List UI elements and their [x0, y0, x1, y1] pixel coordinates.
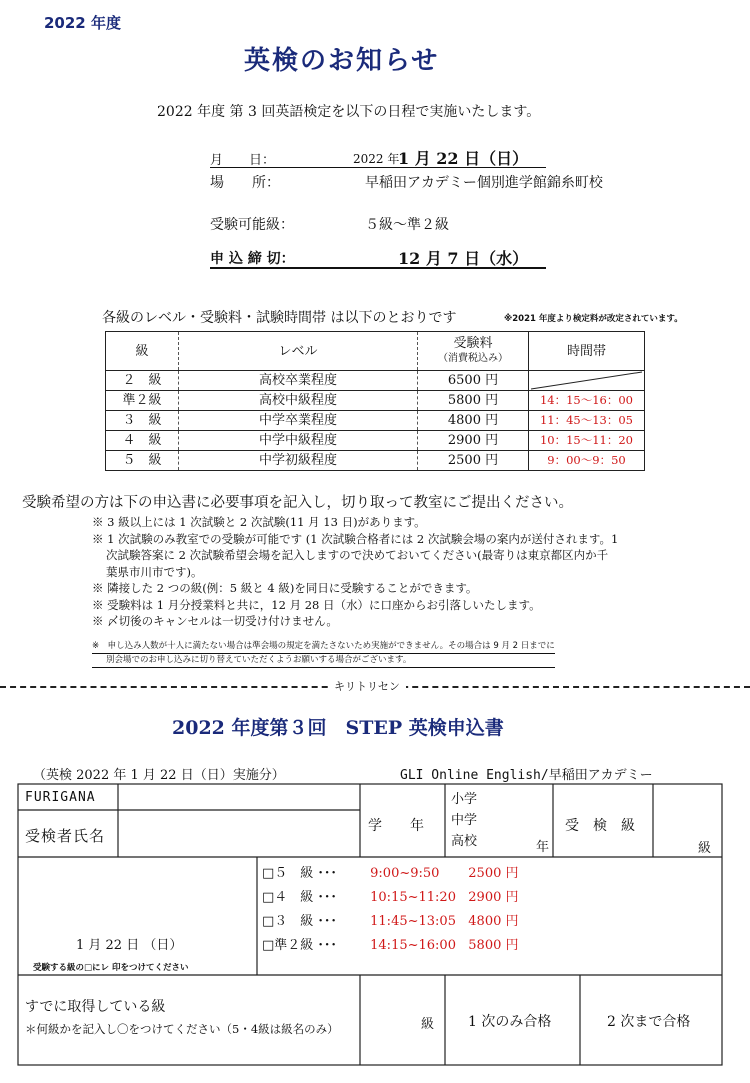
first-only-option[interactable]: 1 次のみ合格 — [468, 1014, 552, 1030]
intro-text: 2022 年度 第 3 回英語検定を以下の日程で実施いたします。 — [157, 104, 541, 120]
cut-line-label: キリトリセン — [328, 678, 406, 694]
page-title: 英検のお知らせ — [244, 46, 440, 76]
header-fee-sub: （消費税込み） — [438, 353, 508, 364]
grade-option-fee: 5800 円 — [468, 938, 519, 953]
row-grade: ５ 級 — [106, 451, 179, 471]
name-label: 受検者氏名 — [25, 827, 106, 845]
grade-option-fee: 2900 円 — [468, 890, 519, 905]
date-label: 月 日： — [210, 153, 276, 168]
acquired-suffix: 級 — [421, 1017, 435, 1032]
note-item: ※ 隣接した 2 つの級(例：5 級と 4 級)を同日に受験することができます。 — [92, 581, 478, 595]
year-label: 2022 年度 — [44, 14, 121, 32]
date-prefix: 2022 年 — [353, 152, 400, 166]
note-item: 葉県市川市です)。 — [106, 564, 203, 579]
grade-option-time: 9:00~9:50 — [370, 866, 440, 881]
school-option-elementary[interactable]: 小学 — [451, 792, 478, 807]
deadline-value: 12 月 7 日（水） — [398, 249, 529, 268]
name-field[interactable] — [123, 812, 357, 855]
row-level: 中学初級程度 — [179, 451, 418, 471]
acquired-grade-field[interactable] — [365, 978, 425, 1062]
school-option-high[interactable]: 高校 — [451, 834, 478, 849]
furigana-label: FURIGANA — [25, 790, 96, 805]
note-item: ※ 受験料は 1 月分授業料と共に，12 月 28 日（水）に口座からお引落しいたします。 — [92, 597, 541, 612]
row-time: 14：15～16：00 — [529, 391, 645, 411]
instructions-main: 受験希望の方は下の申込書に必要事項を記入し，切り取って教室にご提出ください。 — [22, 495, 573, 511]
grade-suffix: 級 — [698, 841, 712, 856]
levels-caption-note: ※2021 年度より検定料が改定されています。 — [504, 314, 683, 324]
grade-option-fee: 4800 円 — [468, 914, 519, 929]
grade-option-fee: 2500 円 — [468, 866, 519, 881]
levels-caption: 各級のレベル・受験料・試験時間帯 は以下のとおりです — [102, 310, 457, 326]
header-fee-label: 受験料 — [453, 336, 493, 351]
grade-option-label[interactable]: □３ 級 ･･･ — [262, 914, 337, 929]
note-item: ※ 〆切後のキャンセルは一切受け付けません。 — [92, 614, 338, 628]
row-time: 11：45～13：05 — [529, 411, 645, 431]
acquired-label: すでに取得している級 — [25, 999, 166, 1015]
place-value: 早稲田アカデミー個別進学館錦糸町校 — [365, 175, 603, 191]
grade-option-time: 14:15~16:00 — [370, 938, 456, 953]
small-note-line: ※ 申し込み人数が十人に満たない場合は準会場の規定を満たさないため実施ができません。その場合は 9 月 2 日までに — [92, 640, 555, 654]
acquired-note: ＊何級かを記入し〇をつけてください（5・4級は級名のみ） — [25, 1022, 339, 1036]
row-fee: 2900 円 — [418, 431, 529, 451]
furigana-field[interactable] — [123, 786, 357, 808]
row-grade: ２ 級 — [106, 371, 179, 391]
row-grade: ３ 級 — [106, 411, 179, 431]
grade-option-label[interactable]: □５ 級 ･･･ — [262, 866, 337, 881]
header-grade: 級 — [106, 332, 179, 371]
row-grade: 準２級 — [106, 391, 179, 411]
grade-option-row[interactable] — [262, 910, 519, 934]
grade-option-row[interactable] — [262, 934, 519, 958]
row-fee: 4800 円 — [418, 411, 529, 431]
note-item: ※ 1 次試験のみ教室での受験が可能です (1 次試験合格者には 2 次試験会場の案内が送付されます。1 — [92, 531, 619, 546]
row-fee: 2500 円 — [418, 451, 529, 471]
grade-label: 受 検 級 — [565, 818, 635, 834]
header-level: レベル — [179, 332, 418, 371]
grade-option-time: 10:15~11:20 — [370, 890, 456, 905]
row-time: 9：00～9：50 — [529, 451, 645, 471]
form-subtitle-left: （英検 2022 年 1 月 22 日（日）実施分） — [33, 768, 285, 783]
grade-option-label[interactable]: □準２級 ･･･ — [262, 938, 337, 953]
school-grade-label: 学 年 — [368, 818, 424, 834]
second-pass-option[interactable]: 2 次まで合格 — [607, 1014, 691, 1030]
school-options[interactable] — [451, 789, 477, 852]
row-level: 高校中級程度 — [179, 391, 418, 411]
check-note: 受験する級の□にレ 印をつけてください — [33, 963, 189, 973]
form-subtitle-right: GLI Online English/早稲田アカデミー — [400, 768, 653, 783]
note-item: ※ 3 級以上には 1 次試験と 2 次試験(11 月 13 日)があります。 — [92, 515, 426, 529]
row-time: 10：15～11：20 — [529, 431, 645, 451]
note-item: 次試験答案に 2 次試験希望会場を記入しますので決めておいてください(最寄りは東京都区内か千 — [106, 548, 609, 562]
row-grade: ４ 級 — [106, 431, 179, 451]
small-note-line: 別会場でのお申し込みに切り替えていただくようお願いする場合がございます。 — [92, 654, 555, 668]
grade-option-row[interactable] — [262, 862, 519, 886]
form-exam-date: 1 月 22 日 （日） — [76, 938, 183, 953]
grade-option-label[interactable]: □４ 級 ･･･ — [262, 890, 337, 905]
grade-option-time: 11:45~13:05 — [370, 914, 456, 929]
exam-date: 1 月 22 日（日） — [398, 149, 529, 168]
grade-options — [262, 862, 519, 958]
row-fee: 5800 円 — [418, 391, 529, 411]
grades-value: ５級～準２級 — [365, 217, 449, 233]
grade-option-row[interactable] — [262, 886, 519, 910]
row-level: 中学卒業程度 — [179, 411, 418, 431]
year-suffix: 年 — [536, 840, 550, 855]
school-option-junior[interactable]: 中学 — [451, 813, 478, 828]
row-level: 中学中級程度 — [179, 431, 418, 451]
row-fee: 6500 円 — [418, 371, 529, 391]
row-level: 高校卒業程度 — [179, 371, 418, 391]
deadline-label: 申 込 締 切： — [210, 251, 295, 267]
grades-label: 受験可能級： — [210, 217, 294, 233]
place-label: 場 所： — [210, 175, 280, 191]
header-time: 時間帯 — [566, 343, 606, 359]
form-title: 2022 年度第３回 STEP 英検申込書 — [172, 717, 504, 739]
